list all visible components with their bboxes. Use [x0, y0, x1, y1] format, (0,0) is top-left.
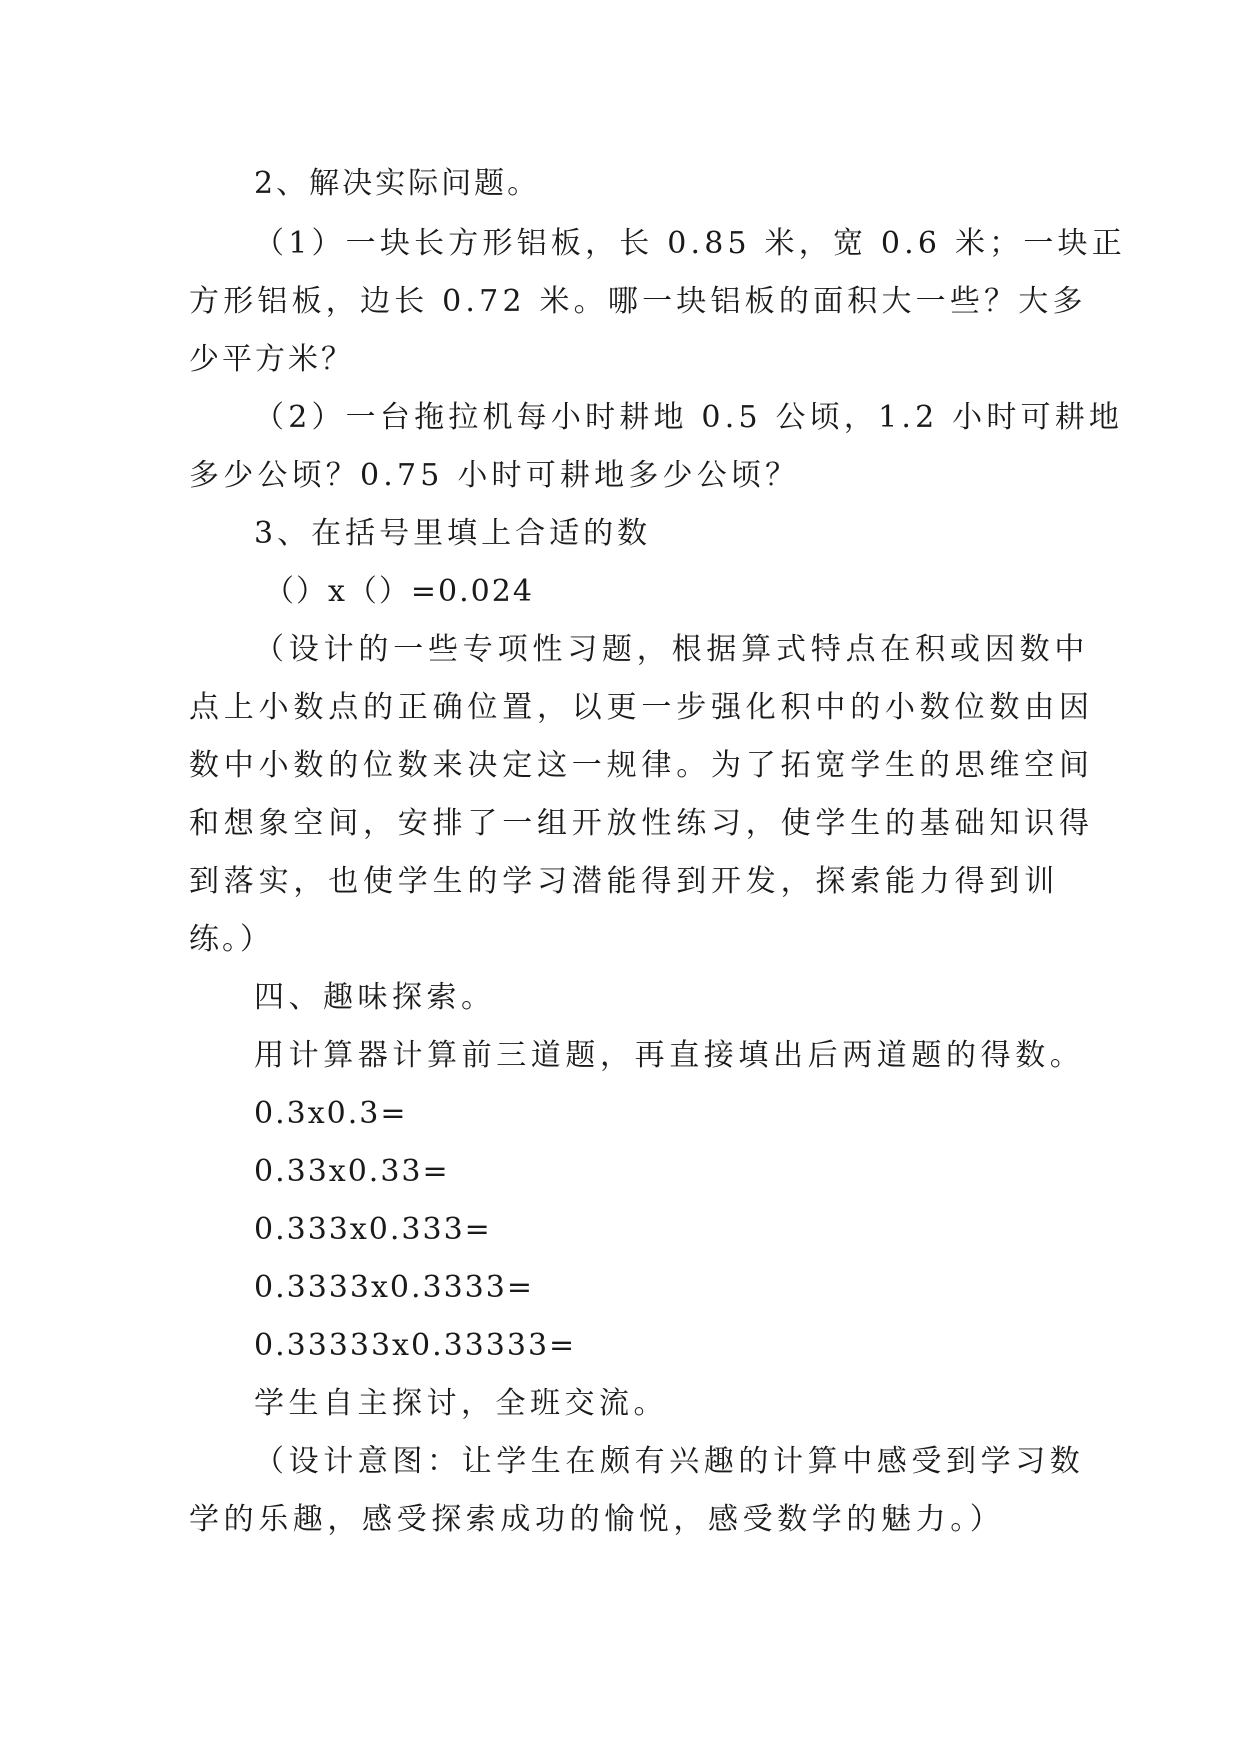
problem-2-line-1: （2）一台拖拉机每小时耕地 0.5 公顷，1.2 小时可耕地: [254, 400, 1124, 435]
heading-fun-exploration: 四、趣味探索。: [254, 980, 496, 1015]
design-note-line-5: 到落实，也使学生的学习潜能得到开发，探索能力得到训: [189, 864, 1059, 899]
fill-equation: （）x（）=0.024: [264, 574, 534, 609]
problem-1-line-1: （1）一块长方形铝板，长 0.85 米，宽 0.6 米；一块正: [254, 226, 1126, 261]
heading-fill-numbers: 3、在括号里填上合适的数: [254, 516, 652, 551]
design-note-line-1: （设计的一些专项性习题，根据算式特点在积或因数中: [254, 632, 1090, 667]
design-intent-line-1: （设计意图：让学生在颇有兴趣的计算中感受到学习数: [254, 1444, 1085, 1479]
design-note-line-2: 点上小数点的正确位置，以更一步强化积中的小数位数由因: [189, 690, 1094, 725]
discussion-text: 学生自主探讨，全班交流。: [254, 1386, 668, 1421]
calc-expression-5: 0.33333x0.33333=: [254, 1328, 577, 1363]
problem-1-line-3: 少平方米？: [189, 342, 354, 377]
exploration-instruction: 用计算器计算前三道题，再直接填出后两道题的得数。: [254, 1038, 1085, 1073]
design-note-line-3: 数中小数的位数来决定这一规律。为了拓宽学生的思维空间: [189, 748, 1094, 783]
design-note-line-6: 练。）: [189, 922, 273, 957]
calc-expression-3: 0.333x0.333=: [254, 1212, 492, 1247]
design-intent-line-2: 学的乐趣，感受探索成功的愉悦，感受数学的魅力。）: [189, 1502, 1005, 1537]
calc-expression-1: 0.3x0.3=: [254, 1096, 408, 1131]
calc-expression-2: 0.33x0.33=: [254, 1154, 450, 1189]
problem-2-line-2: 多少公顷？0.75 小时可耕地多少公顷？: [189, 458, 800, 493]
design-note-line-4: 和想象空间，安排了一组开放性练习，使学生的基础知识得: [189, 806, 1094, 841]
calc-expression-4: 0.3333x0.3333=: [254, 1270, 534, 1305]
heading-practical-problems: 2、解决实际问题。: [254, 166, 541, 201]
problem-1-line-2: 方形铝板，边长 0.72 米。哪一块铝板的面积大一些？大多: [189, 284, 1087, 319]
